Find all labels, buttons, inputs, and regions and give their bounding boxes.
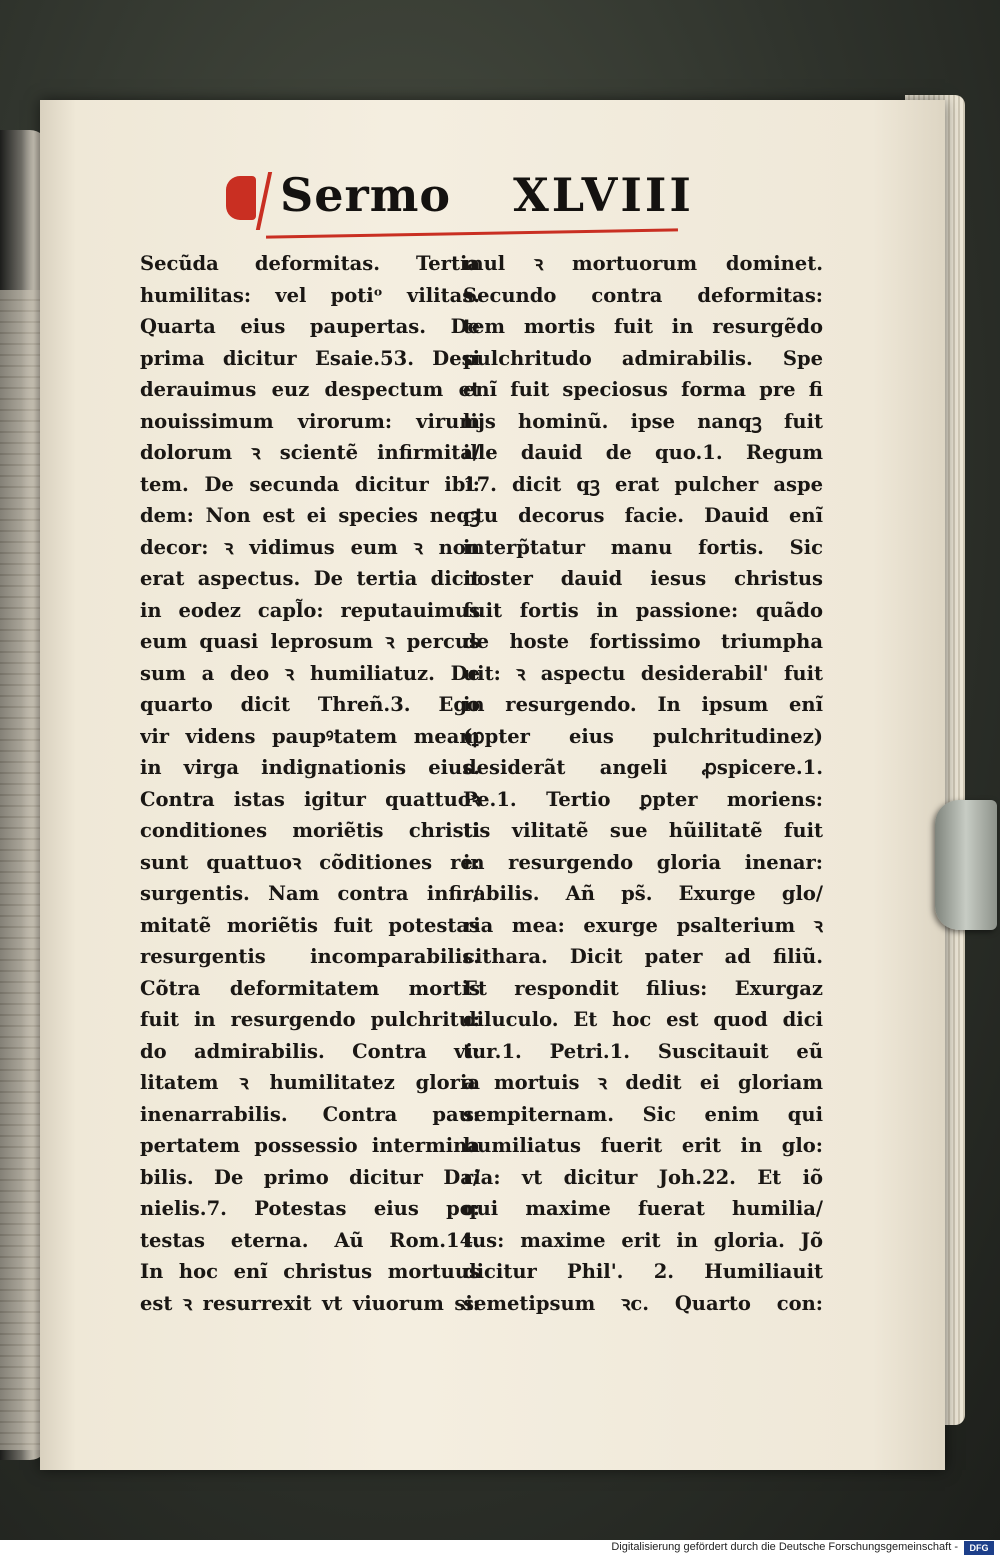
red-pilcrow-icon bbox=[226, 176, 256, 220]
text-line: sunt quattuoꝛ cõditiones re: bbox=[140, 850, 480, 874]
text-line: in resurgendo. In ipsum enĩ bbox=[463, 693, 823, 716]
text-line: pulchritudo admirabilis. Spe bbox=[463, 346, 823, 370]
text-line: Secũda deformitas. Tertia bbox=[140, 252, 480, 275]
text-line: mul ꝛ mortuorum dominet. bbox=[463, 252, 823, 275]
text-line: resurgentis incomparabilis. bbox=[140, 945, 480, 968]
text-line: ille dauid de quo.1. Regum bbox=[463, 441, 823, 464]
text-line: In hoc enĩ christus mortuus bbox=[140, 1260, 480, 1283]
sermon-header bbox=[222, 168, 692, 240]
text-line: humiliatus fuerit erit in glo: bbox=[463, 1134, 823, 1157]
text-line: prima dicitur Esaie.53. Desi bbox=[140, 346, 480, 370]
text-line: interp̃tatur manu fortis. Sic bbox=[463, 535, 823, 559]
page-clip bbox=[935, 800, 997, 930]
text-line: tis vilitatẽ sue hũilitatẽ fuit bbox=[463, 819, 823, 842]
text-line: noster dauid iesus christus bbox=[463, 567, 823, 590]
text-line: dem: Non est ei species neqꝫ bbox=[140, 504, 480, 527]
text-line: litatem ꝛ humilitatez gloria bbox=[140, 1071, 480, 1094]
text-line: tem mortis fuit in resurgẽdo bbox=[463, 315, 823, 338]
text-line: Pe.1. Tertio ꝑpter moriens: bbox=[463, 787, 823, 811]
sermo-word: Sermo bbox=[280, 168, 452, 222]
text-line: eum quasi leprosum ꝛ percus bbox=[140, 630, 480, 653]
text-line: Secundo contra deformitas: bbox=[463, 283, 823, 307]
text-line: tur.1. Petri.1. Suscitauit eũ bbox=[463, 1039, 823, 1063]
text-line: fuit in resurgendo pulchritu: bbox=[140, 1008, 480, 1031]
text-line: desiderãt angeli ꝓspicere.1. bbox=[463, 756, 823, 779]
text-line: uit: ꝛ aspectu desiderabil' fuit bbox=[463, 661, 823, 685]
text-line: fuit fortis in passione: quãdo bbox=[463, 598, 823, 622]
text-line: de hoste fortissimo triumpha bbox=[463, 630, 823, 653]
text-line: in virga indignationis eius. bbox=[140, 756, 480, 779]
text-line: Et respondit filius: Exurgaz bbox=[463, 976, 823, 1000]
text-line: est ꝛ resurrexit vt viuorum si: bbox=[140, 1291, 480, 1315]
text-line: quarto dicit Threñ.3. Ego bbox=[140, 693, 480, 716]
text-line: surgentis. Nam contra infir/ bbox=[140, 882, 480, 905]
text-line: a mortuis ꝛ dedit ei gloriam bbox=[463, 1071, 823, 1094]
dfg-logo-icon: DFG bbox=[964, 1541, 994, 1555]
text-line: ria: vt dicitur Joh.22. Et iõ bbox=[463, 1165, 823, 1189]
text-line: dicitur Phil'. 2. Humiliauit bbox=[463, 1260, 823, 1283]
text-line: ctu decorus facie. Dauid enĩ bbox=[463, 504, 823, 527]
right-text-column bbox=[463, 248, 823, 1319]
text-line: decor: ꝛ vidimus eum ꝛ non bbox=[140, 535, 480, 559]
text-line: cithara. Dicit pater ad filiũ. bbox=[463, 945, 823, 968]
text-line: derauimus euz despectum et bbox=[140, 378, 480, 401]
text-line: lijs hominũ. ipse nanqꝫ fuit bbox=[463, 409, 823, 433]
text-line: sum a deo ꝛ humiliatuz. De bbox=[140, 661, 480, 685]
sermon-title bbox=[280, 168, 694, 222]
digitization-credit-bar bbox=[0, 1540, 1000, 1557]
text-line: pertatem possessio intermina bbox=[140, 1134, 480, 1157]
text-line: semetipsum ꝛc. Quarto con: bbox=[463, 1291, 823, 1315]
text-line: mitatẽ moriẽtis fuit potestas bbox=[140, 913, 480, 937]
text-line: tem. De secunda dicitur ibi: bbox=[140, 472, 480, 496]
text-line: rabilis. Añ ps̃. Exurge glo/ bbox=[463, 882, 823, 905]
red-rule bbox=[256, 172, 272, 230]
text-line: do admirabilis. Contra vi: bbox=[140, 1039, 480, 1063]
text-line: 17. dicit qꝫ erat pulcher aspe bbox=[463, 472, 823, 496]
text-line: in resurgendo gloria inenar: bbox=[463, 850, 823, 874]
sermon-number: XLVIII bbox=[513, 168, 694, 222]
text-line: diluculo. Et hoc est quod dici bbox=[463, 1008, 823, 1031]
text-line: bilis. De primo dicitur Da/ bbox=[140, 1165, 480, 1189]
text-line: dolorum ꝛ scientẽ infirmita/ bbox=[140, 441, 480, 464]
text-line: qui maxime fuerat humilia/ bbox=[463, 1197, 823, 1220]
text-line: enĩ fuit speciosus forma pre fi bbox=[463, 378, 823, 401]
header-underline bbox=[266, 228, 678, 238]
text-line: (ꝑpter eius pulchritudinez) bbox=[463, 724, 823, 748]
text-line: sempiternam. Sic enim qui bbox=[463, 1102, 823, 1126]
text-line: conditiones moriẽtis christi bbox=[140, 819, 480, 842]
text-line: inenarrabilis. Contra pau: bbox=[140, 1102, 480, 1126]
text-line: Quarta eius paupertas. De bbox=[140, 315, 480, 338]
text-line: erat aspectus. De tertia dicit bbox=[140, 567, 480, 590]
credit-text: Digitalisierung gefördert durch die Deutsche Forschungsgemeinschaft - bbox=[611, 1541, 958, 1553]
left-text-column bbox=[140, 248, 480, 1319]
text-line: Cõtra deformitatem mortis bbox=[140, 976, 480, 1000]
text-line: nouissimum virorum: virum bbox=[140, 409, 480, 433]
text-line: testas eterna. Aũ Rom.14. bbox=[140, 1228, 480, 1252]
text-line: nielis.7. Potestas eius po: bbox=[140, 1197, 480, 1220]
text-line: Contra istas igitur quattuoꝛ bbox=[140, 787, 480, 811]
text-line: tus: maxime erit in gloria. Jõ bbox=[463, 1228, 823, 1252]
text-line: ria mea: exurge psalterium ꝛ bbox=[463, 913, 823, 937]
text-line: in eodez capl̃o: reputauimus bbox=[140, 598, 480, 622]
text-line: humilitas: vel potiᵒ vilitas. bbox=[140, 283, 480, 307]
text-line: vir videns paupꝰtatem meam bbox=[140, 724, 480, 748]
